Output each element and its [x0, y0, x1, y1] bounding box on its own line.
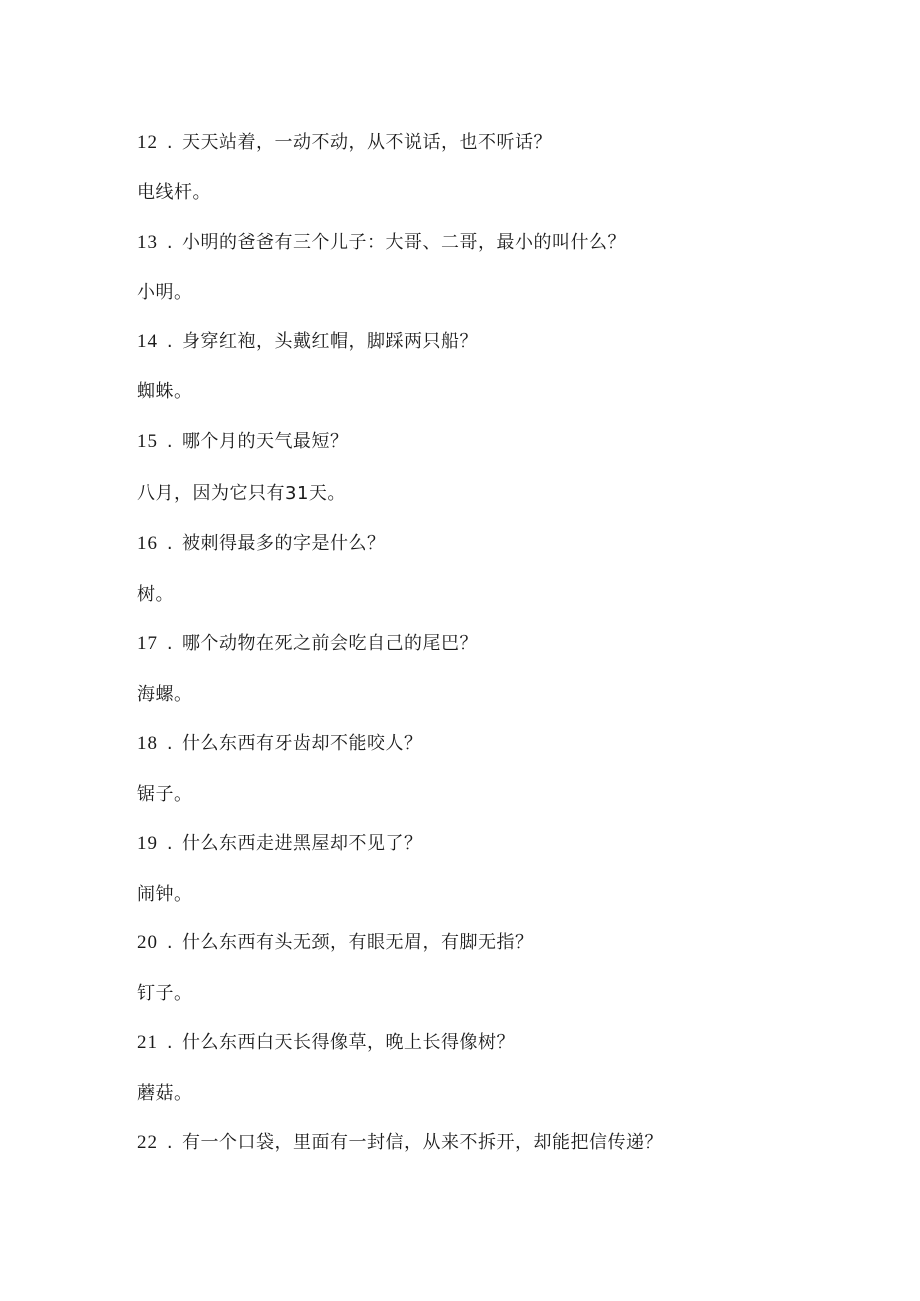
question-number: 14: [137, 331, 158, 352]
question-text: 什么东西白天长得像草，晚上长得像树？: [182, 1032, 515, 1053]
question-separator: .: [166, 633, 174, 654]
question-number: 12: [137, 132, 158, 153]
question-separator: .: [166, 733, 174, 754]
question-line: [137, 532, 386, 556]
question-separator: .: [166, 1032, 174, 1053]
question-number: 18: [137, 733, 158, 754]
question-line: [137, 430, 349, 454]
question-line: [137, 1031, 515, 1055]
answer-line: 电线杆。: [137, 182, 211, 203]
question-text: 小明的爸爸有三个儿子：大哥、二哥，最小的叫什么？: [182, 232, 626, 253]
question-text: 被刺得最多的字是什么？: [182, 533, 386, 554]
question-separator: .: [166, 533, 174, 554]
question-text: 天天站着，一动不动，从不说话，也不听话？: [182, 132, 552, 153]
question-separator: .: [166, 132, 174, 153]
answer-line: 蘑菇。: [137, 1083, 193, 1104]
question-separator: .: [166, 331, 174, 352]
question-separator: .: [166, 431, 174, 452]
question-text: 身穿红袍，头戴红帽，脚踩两只船？: [182, 331, 478, 352]
answer-line: 钉子。: [137, 983, 193, 1004]
question-separator: .: [166, 932, 174, 953]
question-number: 13: [137, 232, 158, 253]
question-text: 什么东西有头无颈，有眼无眉，有脚无指？: [182, 932, 534, 953]
answer-line: 小明。: [137, 282, 193, 303]
question-line: [137, 231, 626, 255]
answer-line: 海螺。: [137, 684, 193, 705]
question-number: 16: [137, 533, 158, 554]
answer-line: 八月，因为它只有31天。: [137, 483, 346, 504]
question-line: [137, 131, 552, 155]
question-line: [137, 732, 423, 756]
question-separator: .: [166, 1132, 174, 1153]
answer-line: 蜘蛛。: [137, 381, 193, 402]
question-line: [137, 1131, 663, 1155]
question-line: [137, 832, 423, 856]
question-number: 19: [137, 833, 158, 854]
question-line: [137, 931, 534, 955]
question-number: 20: [137, 932, 158, 953]
question-text: 有一个口袋，里面有一封信，从来不拆开，却能把信传递？: [182, 1132, 663, 1153]
question-line: [137, 632, 478, 656]
question-separator: .: [166, 833, 174, 854]
question-text: 哪个月的天气最短？: [182, 431, 349, 452]
question-text: 哪个动物在死之前会吃自己的尾巴？: [182, 633, 478, 654]
question-text: 什么东西有牙齿却不能咬人？: [182, 733, 423, 754]
answer-line: 锯子。: [137, 784, 193, 805]
question-separator: .: [166, 232, 174, 253]
question-line: [137, 330, 478, 354]
answer-line: 树。: [137, 584, 174, 605]
question-number: 21: [137, 1032, 158, 1053]
question-number: 17: [137, 633, 158, 654]
question-number: 15: [137, 431, 158, 452]
answer-line: 闹钟。: [137, 884, 193, 905]
question-number: 22: [137, 1132, 158, 1153]
question-text: 什么东西走进黑屋却不见了？: [182, 833, 423, 854]
